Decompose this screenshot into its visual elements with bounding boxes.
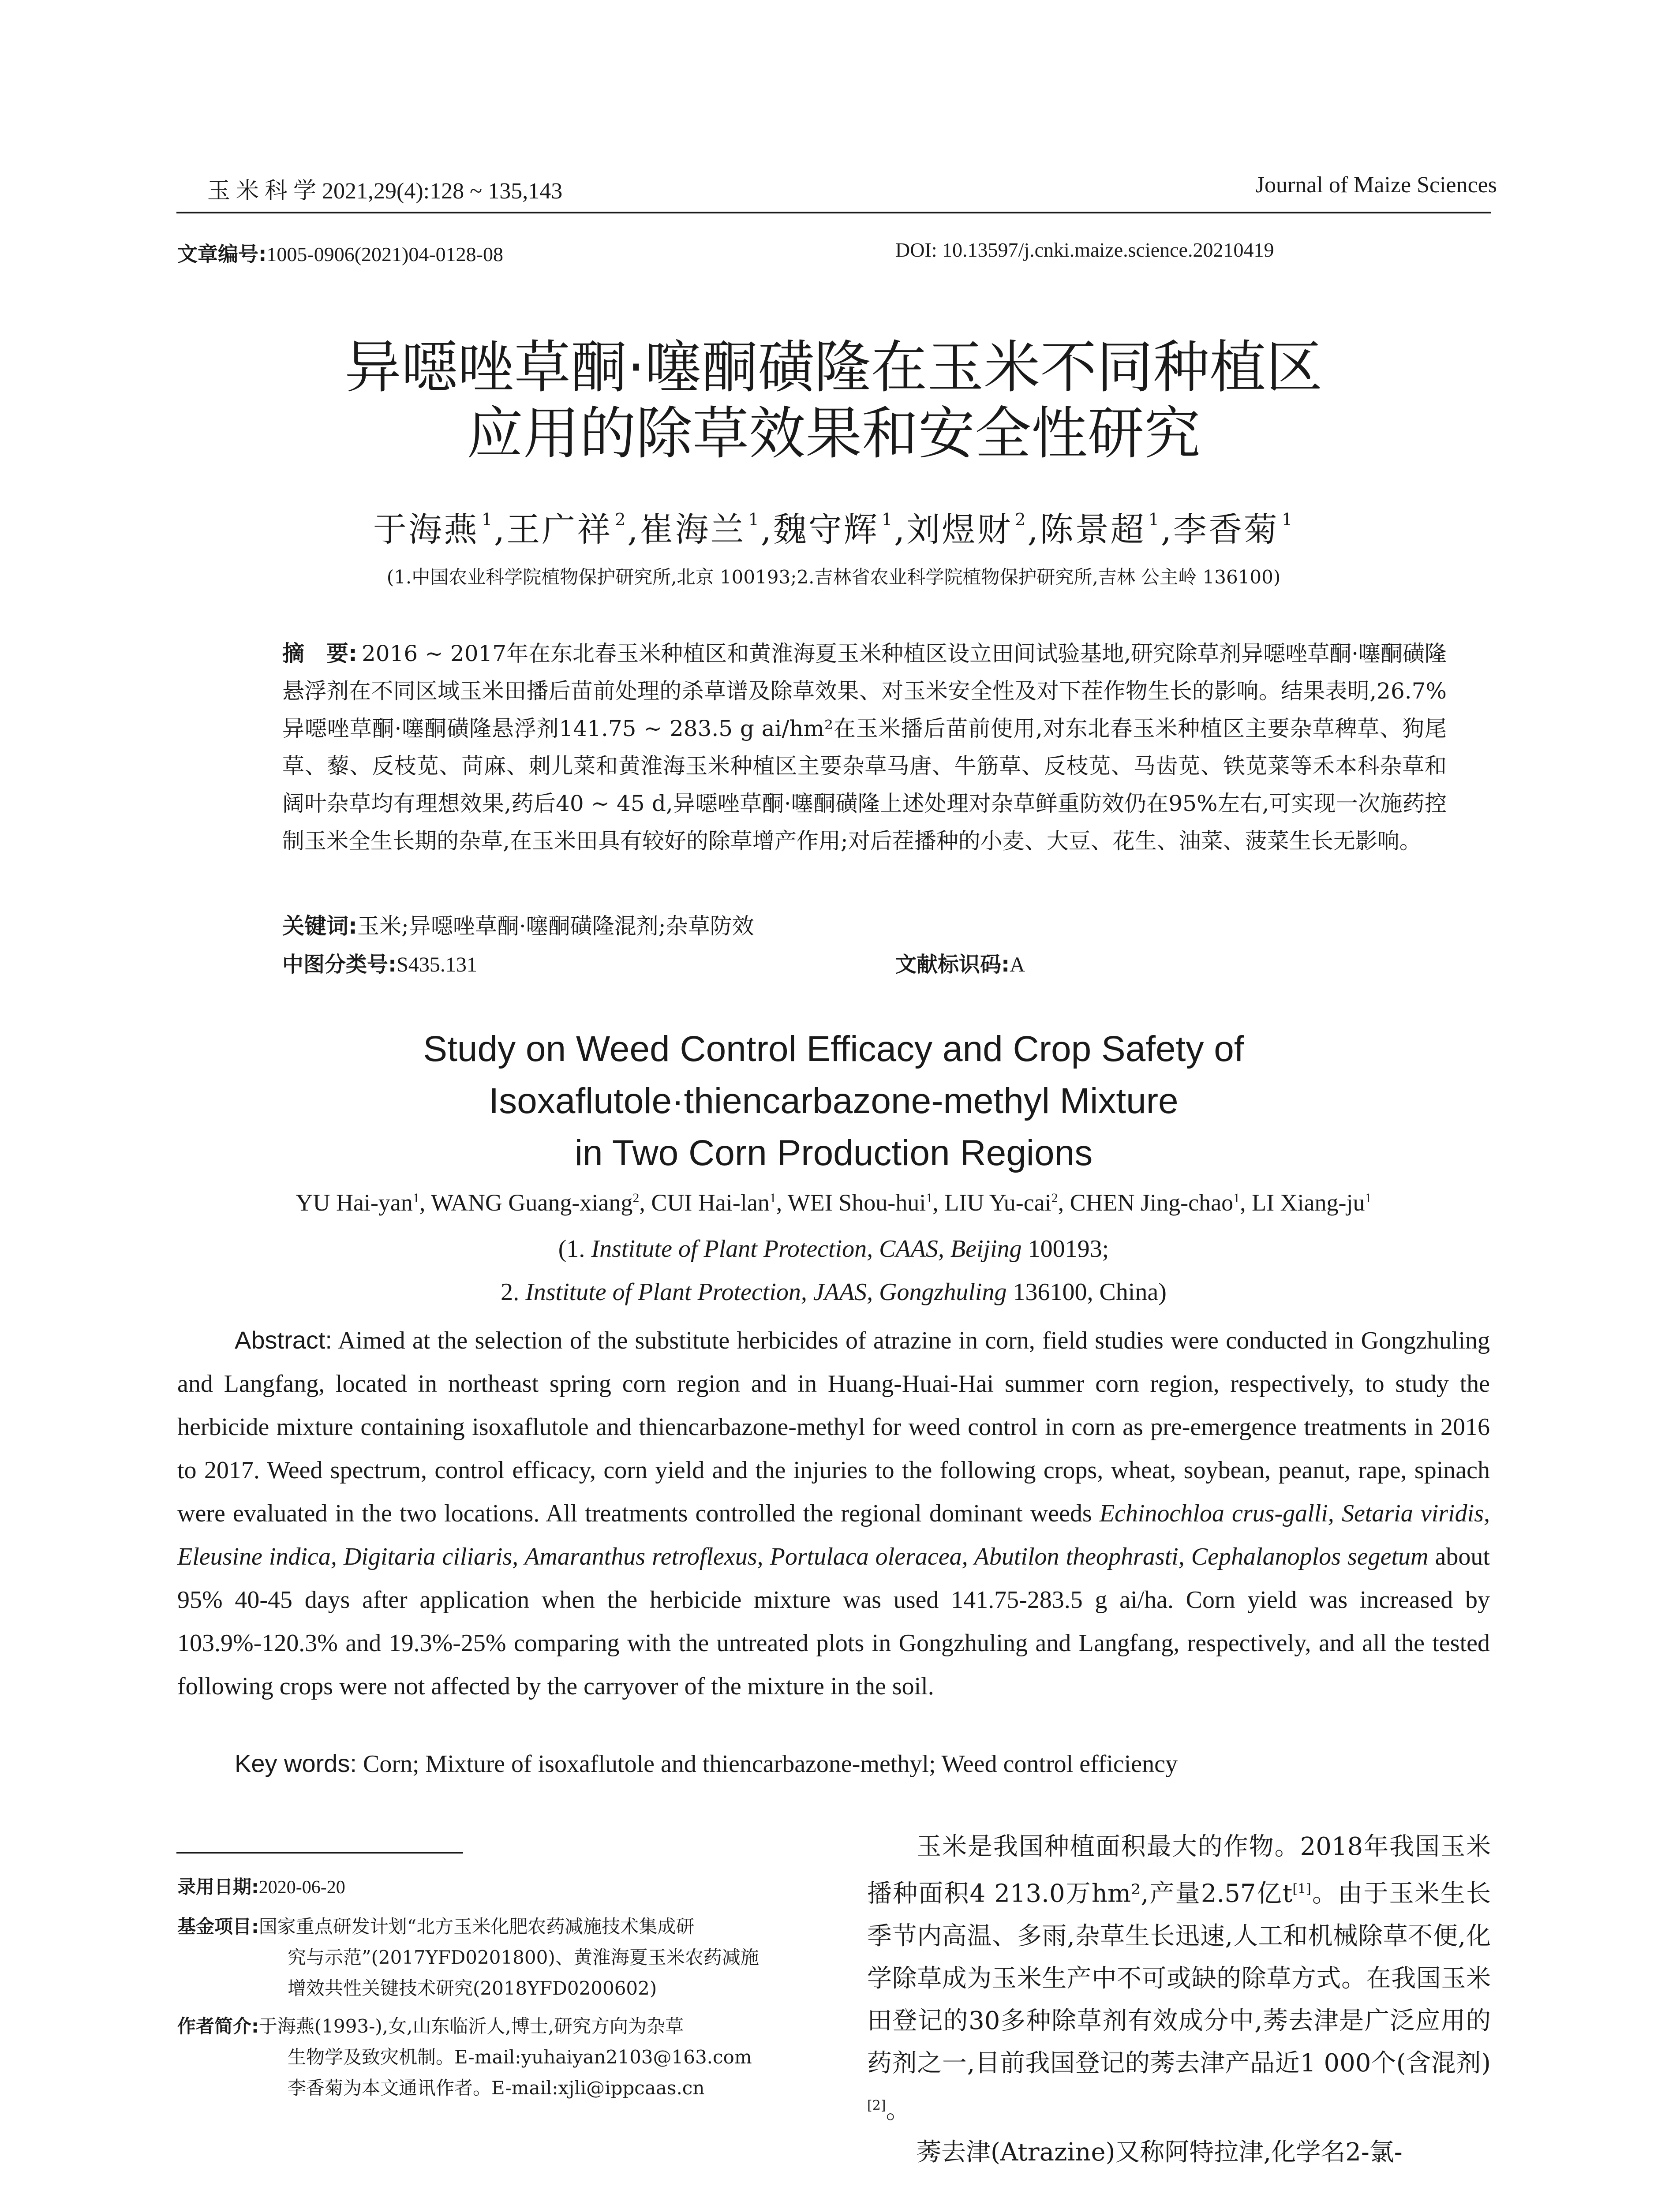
clc-number [282,947,477,978]
author-cn: 崔海兰 [640,510,746,549]
body-paragraph [867,1826,1491,2131]
author-sup: 1 [926,1191,933,1205]
author-sup: 1 [412,1191,419,1205]
author-sup: 1 [1148,510,1161,529]
title-en [176,1023,1491,1179]
title-cn-line1: 异噁唑草酮·噻酮磺隆在玉米不同种植区 [344,335,1323,400]
author-en: LI Xiang-ju [1252,1189,1365,1216]
author-sup: 1 [481,510,494,529]
keywords-cn-text: 玉米;异噁唑草酮·噻酮磺隆混剂;杂草防效 [357,913,754,939]
article-number-label: 文章编号: [177,242,267,266]
title-en-line3: in Two Corn Production Regions [574,1133,1093,1173]
author-cn: 陈景超 [1040,510,1146,549]
author-cn: 王广祥 [506,510,613,549]
author-bio-text: 于海燕(1993-),女,山东临沂人,博士,研究方向为杂草 [258,2015,684,2037]
aff-text: 2. [501,1278,526,1306]
citation-ref[interactable]: [2] [867,2097,886,2113]
aff-text: (1. [558,1235,591,1263]
author-cn: 魏守辉 [773,510,879,549]
author-en: LIU Yu-cai [944,1189,1051,1216]
author-sup: 1 [769,1191,776,1205]
author-en: YU Hai-yan [296,1189,413,1216]
footnote-received [177,1872,821,1903]
journal-name-en: Journal of Maize Sciences [1255,172,1497,198]
authors-en: YU Hai-yan$^1$, WANG Guang-xiang$^2$, CUI Hai-lan$^1$, WEI Shou-hui$^1$, LIU Yu-cai$^2$, CHEN Jing-chao$^1$, LI Xiang-$ju^1$ [296,1189,1372,1216]
abstract-en [177,1319,1490,1708]
footnote-fund [177,1911,821,2004]
affiliation-en-2 [176,1278,1491,1306]
author-cn: 李香菊 [1173,510,1279,549]
author-bio-text: 生物学及致灾机制。E-mail:yuhaiyan2103@163.com [288,2046,752,2068]
keywords-cn-label: 关键词: [282,913,357,939]
author-sup: 2 [632,1191,640,1205]
footnote-author [177,2011,821,2104]
aff-institute: Institute of Plant Protection, CAAS, Beijing [591,1235,1022,1263]
authors-cn: 于海燕 $^1$,王广祥 $^2$,崔海兰 $^1$,魏守辉 $^1$,刘煜财 $^2$,陈景超 $^1$,李香菊 $^1$ [373,510,1295,549]
author-sup: 1 [1281,510,1295,529]
footnote-rule [176,1852,463,1854]
author-sup: 1 [881,510,894,529]
keywords-en-label: Key words: [235,1749,357,1777]
article-number-value: 1005-0906(2021)04-0128-08 [266,243,503,265]
author-en: CHEN Jing-chao [1070,1189,1234,1216]
title-en-line1: Study on Weed Control Efficacy and Crop Safety of [423,1029,1244,1069]
header-rule [176,212,1491,213]
author-sup: 2 [615,510,628,529]
affiliation-en-1 [176,1235,1491,1263]
article-number [177,238,503,267]
author-en: CUI Hai-lan [651,1189,770,1216]
abstract-cn-label: 摘 要: [282,641,357,666]
fund-text: 究与示范”(2017YFD0201800)、黄淮海夏玉米农药减施 [288,1947,759,1968]
author-cn: 刘煜财 [906,510,1013,549]
author-sup: 2 [1051,1191,1058,1205]
body-paragraph: 莠去津(Atrazine)又称阿特拉津,化学名2-氯- [917,2138,1403,2167]
received-date: 2020-06-20 [258,1877,345,1898]
doc-code-label: 文献标识码: [895,952,1010,977]
author-bio-text: 李香菊为本文通讯作者。E-mail:xjli@ippcaas.cn [288,2077,705,2099]
clc-label: 中图分类号: [282,952,397,977]
author-en: WEI Shou-hui [787,1189,926,1216]
author-bio-label: 作者简介: [177,2015,259,2037]
body-text: 。 [886,2096,911,2125]
abstract-cn [282,635,1447,860]
author-sup: 2 [1015,510,1028,529]
keywords-en [235,1749,1178,1778]
document-code [895,947,1025,978]
title-cn-line2: 应用的除草效果和安全性研究 [466,401,1201,467]
author-en: WANG Guang-xiang [430,1189,633,1216]
title-en-line2: Isoxaflutole·thiencarbazone-methyl Mixture [489,1081,1179,1121]
aff-text: 136100, China) [1007,1278,1167,1306]
abstract-en-text: about 95% 40-45 days after application when the herbicide mixture was used 141.75-283.5 g ai/ha. Corn yield was increased by 103.9%-120.3% and 19.3%-25% comparing with the untreated plots in Gongzhuling and Langfang, respectively, and all the tested following crops were not affected by the carryover of the mixture in the soil. [177,1543,1490,1700]
abstract-en-label: Abstract: [235,1326,332,1354]
aff-institute: Institute of Plant Protection, JAAS, Gongzhuling [525,1278,1007,1306]
journal-citation-cn: 玉 米 科 学 2021,29(4):128 ~ 135,143 [207,179,563,204]
abstract-en-species: Echinochloa crus-galli, Setaria viridis, Eleusine indica, Digitaria ciliaris, Amaranthus retroflexus, Portulaca oleracea, Abutilon theophrasti, Cephalanoplos segetum [177,1500,1490,1570]
clc-value: S435.131 [397,953,477,976]
body-text: 。由于玉米生长季节内高温、多雨,杂草生长迅速,人工和机械除草不便,化学除草成为玉米生产中不可或缺的除草方式。在我国玉米田登记的30多种除草剂有效成分中,莠去津是广泛应用的药剂之一,目前我国登记的莠去津产品近1 000个(含混剂) [867,1879,1491,2078]
body-text: 玉米是我国种植面积最大的作物。2018年我国玉米播种面积4 213.0万hm²,产量2.57亿t [867,1832,1491,1908]
author-sup: 1 [748,510,761,529]
body-column [867,1826,1491,2174]
doi: DOI: 10.13597/j.cnki.maize.science.20210419 [895,239,1274,261]
fund-label: 基金项目: [177,1916,259,1937]
citation-ref[interactable]: [1] [1292,1881,1311,1897]
abstract-cn-text: 2016 ~ 2017年在东北春玉米种植区和黄淮海夏玉米种植区设立田间试验基地,研究除草剂异噁唑草酮·噻酮磺隆悬浮剂在不同区域玉米田播后苗前处理的杀草谱及除草效果、对玉米安全性及对下茬作物生长的影响。结果表明,26.7%异噁唑草酮·噻酮磺隆悬浮剂141.75 ~ 283.5 g ai/hm²在玉米播后苗前使用,对东北春玉米种植区主要杂草稗草、狗尾草、藜、反枝苋、苘麻、刺儿菜和黄淮海玉米种植区主要杂草马唐、牛筋草、反枝苋、马齿苋、铁苋菜等禾本科杂草和阔叶杂草均有理想效果,药后40 ~ 45 d,异噁唑草酮·噻酮磺隆上述处理对杂草鲜重防效仍在95%左右,可实现一次施药控制玉米全生长期的杂草,在玉米田具有较好的除草增产作用;对后茬播种的小麦、大豆、花生、油菜、菠菜生长无影响。 [282,641,1447,854]
fund-text: 国家重点研发计划“北方玉米化肥农药减施技术集成研 [258,1916,695,1937]
affiliation-cn: (1.中国农业科学院植物保护研究所,北京 100193;2.吉林省农业科学院植物保护研究所,吉林 公主岭 136100) [386,566,1281,588]
author-sup: 1 [1365,1191,1372,1205]
fund-text: 增效共性关键技术研究(2018YFD0200602) [288,1977,657,1999]
author-cn: 于海燕 [373,510,479,549]
doc-code-value: A [1010,953,1025,976]
aff-text: 100193; [1021,1235,1109,1263]
abstract-en-text: Aimed at the selection of the substitute herbicides of atrazine in corn, field studies were conducted in Gongzhuling and Langfang, located in northeast spring corn region and in Huang-Huai-Hai summer corn region, respectively, to study the herbicide mixture containing isoxaflutole and thiencarbazone-methyl for weed control in corn as pre-emergence treatments in 2016 to 2017. Weed spectrum, control efficacy, corn yield and the injuries to the following crops, wheat, soybean, peanut, rape, spinach were evaluated in the two locations. All treatments controlled the regional dominant weeds [177,1327,1490,1527]
keywords-cn [282,908,754,940]
keywords-en-text: Corn; Mixture of isoxaflutole and thiencarbazone-methyl; Weed control efficiency [357,1750,1178,1778]
received-label: 录用日期: [177,1876,259,1898]
author-sup: 1 [1233,1191,1240,1205]
